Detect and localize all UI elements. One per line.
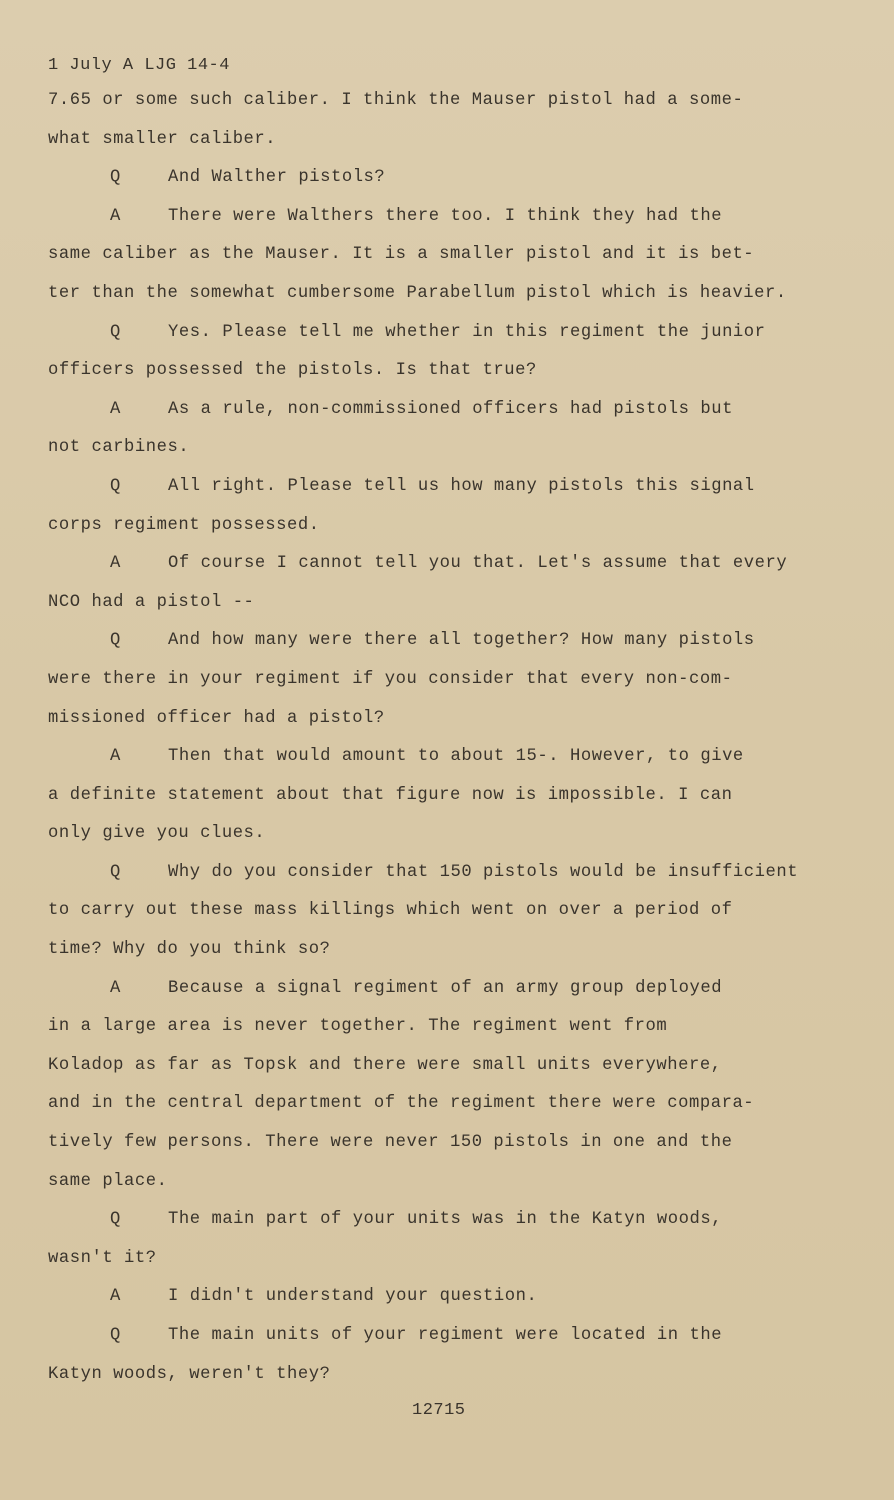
continuation-line: only give you clues. [48, 824, 266, 844]
line-text: And how many were there all together? How many pistols [168, 631, 755, 651]
speaker-line [48, 165, 838, 204]
line-text: And Walther pistols? [168, 168, 386, 188]
speaker-label: Q [110, 862, 121, 882]
continuation-line: Koladop as far as Topsk and there were small units everywhere, [48, 1055, 722, 1075]
speaker-line [48, 976, 838, 1015]
line-text: Then that would amount to about 15-. However, to give [168, 747, 744, 767]
line-text: The main units of your regiment were located in the [168, 1326, 723, 1345]
speaker-line [48, 204, 838, 243]
speaker-label: Q [110, 322, 121, 342]
line-text: Yes. Please tell me whether in this regiment the junior [168, 322, 766, 342]
speaker-label: A [110, 554, 121, 574]
continuation-line: same place. [48, 1171, 168, 1191]
speaker-label: Q [110, 631, 121, 651]
continuation-line: to carry out these mass killings which went on over a period of [48, 901, 733, 921]
speaker-label: A [110, 399, 121, 419]
speaker-line [48, 1207, 838, 1246]
speaker-line [48, 744, 838, 783]
speaker-line [48, 551, 838, 590]
speaker-label: A [110, 206, 121, 226]
speaker-label: Q [110, 1326, 121, 1345]
line-text: The main part of your units was in the Katyn woods, [168, 1210, 723, 1230]
continuation-line: not carbines. [48, 438, 190, 458]
speaker-label: A [110, 747, 121, 767]
line-text: Why do you consider that 150 pistols would be insufficient [168, 862, 799, 882]
speaker-label: A [110, 978, 121, 998]
line-text: All right. Please tell us how many pistols this signal [168, 476, 755, 496]
line-text: Of course I cannot tell you that. Let's assume that every [168, 554, 788, 574]
page-number: 12715 [412, 1401, 466, 1420]
speaker-line [48, 474, 838, 513]
continuation-line: in a large area is never together. The regiment went from [48, 1017, 668, 1037]
continuation-line: officers possessed the pistols. Is that true? [48, 361, 537, 381]
continuation-line: time? Why do you think so? [48, 940, 331, 960]
speaker-label: Q [110, 476, 121, 496]
page-header: 1 July A LJG 14-4 [48, 56, 230, 75]
continuation-line: and in the central department of the regiment there were compara- [48, 1094, 755, 1114]
continuation-line: a definite statement about that figure now is impossible. I can [48, 785, 733, 805]
speaker-line [48, 320, 838, 359]
line-text: As a rule, non-commissioned officers had pistols but [168, 399, 733, 419]
continuation-line: Katyn woods, weren't they? [48, 1364, 331, 1384]
line-text: Because a signal regiment of an army group deployed [168, 978, 723, 998]
transcript-body [48, 88, 838, 1400]
speaker-line [48, 628, 838, 667]
speaker-label: Q [110, 168, 121, 188]
continuation-line: corps regiment possessed. [48, 515, 320, 535]
speaker-label: A [110, 1287, 121, 1307]
continuation-line: were there in your regiment if you consider that every non-com- [48, 669, 733, 689]
continuation-line: NCO had a pistol -- [48, 592, 255, 612]
line-text: I didn't understand your question. [168, 1287, 538, 1307]
continuation-line: same caliber as the Mauser. It is a smaller pistol and it is bet- [48, 245, 755, 265]
continuation-line: missioned officer had a pistol? [48, 708, 385, 728]
continuation-line: wasn't it? [48, 1248, 157, 1268]
speaker-line [48, 1284, 838, 1323]
speaker-line [48, 397, 838, 436]
continuation-line: ter than the somewhat cumbersome Parabellum pistol which is heavier. [48, 283, 787, 303]
speaker-line [48, 860, 838, 899]
continuation-line: tively few persons. There were never 150 pistols in one and the [48, 1133, 733, 1153]
line-text: There were Walthers there too. I think they had the [168, 206, 723, 226]
speaker-line [48, 1323, 838, 1362]
speaker-label: Q [110, 1210, 121, 1230]
continuation-line: what smaller caliber. [48, 129, 277, 149]
continuation-line: 7.65 or some such caliber. I think the Mauser pistol had a some- [48, 91, 744, 110]
